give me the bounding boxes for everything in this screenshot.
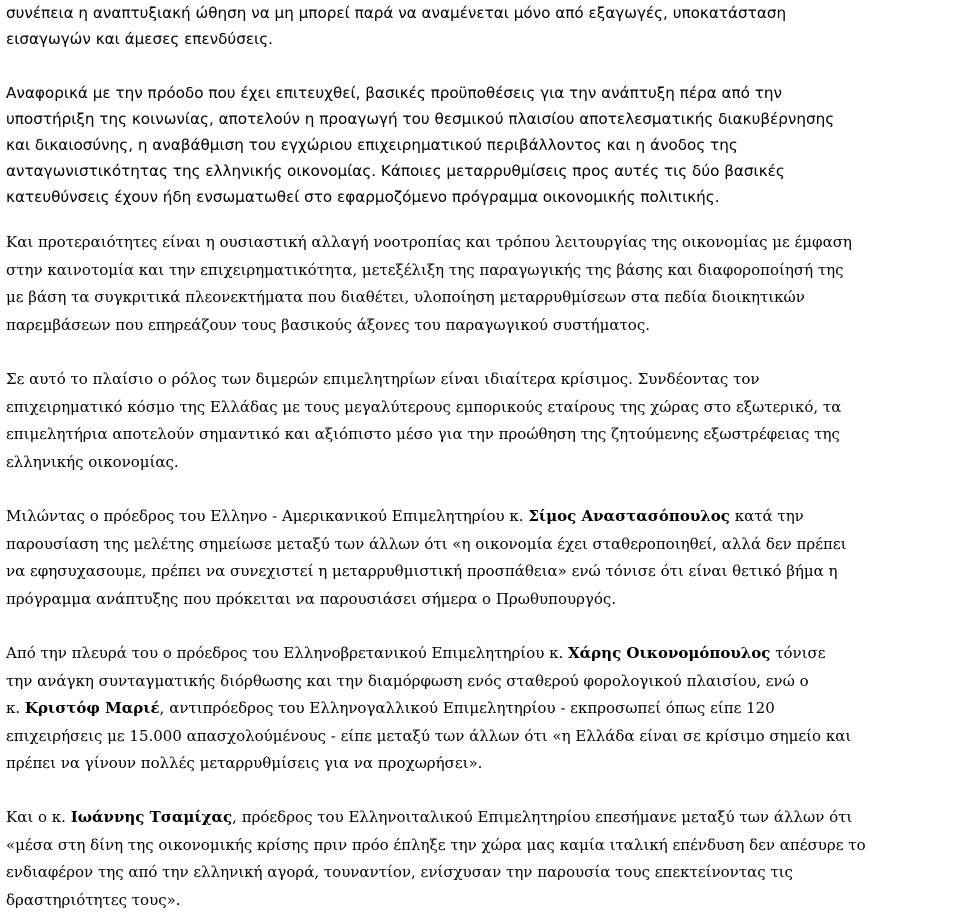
text-segment: κατά την — [729, 507, 804, 525]
text-line — [6, 503, 846, 531]
text-line: εισαγωγών και άμεσες επενδύσεις. — [6, 30, 273, 48]
person-name: Σίμος Αναστασόπουλος — [528, 507, 730, 525]
text-line: δραστηριότητες τους». — [6, 890, 181, 909]
paragraph-oikonomopoulos — [6, 640, 851, 778]
text-line: Και προτεραιότητες είναι η ουσιαστική αλλαγή νοοτροπίας και τρόπου λειτουργίας της οικονομίας με έμφαση — [6, 233, 852, 251]
text-line: υποστήριξη της κοινωνίας, αποτελούν η προαγωγή του θεσμικού πλαισίου αποτελεσματικής διακυβέρνησης — [6, 110, 835, 128]
text-line: ενδιαφέρον της από την ελληνική αγορά, τουναντίον, ενίσχυσαν την παρουσία τους επεκτείνοντας τις — [6, 863, 793, 882]
paragraph-progress — [6, 80, 834, 210]
text-line: την ανάγκη συνταγματικής διόρθωσης και την διαμόρφωση ενός σταθερού φορολογικού πλαισίου, ενώ ο — [6, 671, 809, 690]
paragraph-chambers-role — [6, 366, 841, 476]
text-line: παρουσίαση της μελέτης σημείωσε μεταξύ των άλλων ότι «η οικονομία έχει σταθεροποιηθεί, αλλά δεν πρέπει — [6, 534, 847, 553]
text-segment: Από την πλευρά του ο πρόεδρος του Ελληνοβρετανικού Επιμελητηρίου κ. — [6, 644, 568, 662]
paragraph-tsamichas — [6, 804, 866, 914]
text-line — [6, 804, 866, 832]
text-line: Σε αυτό το πλαίσιο ο ρόλος των διμερών επιμελητηρίων είναι ιδιαίτερα κρίσιμος. Συνδέοντας τον — [6, 370, 760, 388]
text-line: ελληνικής οικονομίας. — [6, 452, 179, 471]
text-line: και δικαιοσύνης, η αναβάθμιση του εγχώριου επιχειρηματικού περιβάλλοντος και η άνοδος της — [6, 136, 738, 154]
text-line: επιχειρηματικό κόσμο της Ελλάδας με τους μεγαλύτερους εμπορικούς εταίρους της χώρας στο εξωτερικό, τα — [6, 397, 842, 416]
text-segment: Μιλώντας ο πρόεδρος του Ελληνο - Αμερικανικού Επιμελητηρίου κ. — [6, 507, 529, 525]
text-line: να εφησυχασουμε, πρέπει να συνεχιστεί η μεταρρυθμιστική προσπάθεια» ενώ τόνισε ότι είναι θετικό βήμα η — [6, 562, 838, 581]
paragraph-intro-continuation — [6, 0, 786, 52]
text-line: παρεμβάσεων που επηρεάζουν τους βασικούς άξονες του παραγωγικού συστήματος. — [6, 315, 650, 334]
text-line — [6, 695, 851, 723]
text-line: ανταγωνιστικότητας της ελληνικής οικονομίας. Κάποιες μεταρρυθμίσεις προς αυτές τις δύο βασικές — [6, 162, 785, 180]
text-line: επιχειρήσεις με 15.000 απασχολούμένους - είπε μεταξύ των άλλων ότι «η Ελλάδα είναι σε κρίσιμο σημείο και — [6, 726, 852, 745]
text-line: με βάση τα συγκριτικά πλεονεκτήματα που διαθέτει, υλοποίηση μεταρρυθμίσεων στα πεδία διοικητικών — [6, 288, 805, 307]
paragraph-priorities — [6, 229, 852, 339]
text-segment: τόνισε — [770, 644, 826, 662]
text-line: στην καινοτομία και την επιχειρηματικότητα, μετεξέλιξη της παραγωγικής της βάσης και διαφοροποίησή της — [6, 260, 844, 279]
person-name: Ιωάννης Τσαμίχας — [70, 808, 233, 826]
paragraph-anastasopoulos — [6, 503, 846, 613]
person-name: Χάρης Οικονομόπουλος — [568, 644, 771, 662]
text-line: πρέπει να γίνουν πολλές μεταρρυθμίσεις για να προχωρήσει». — [6, 754, 483, 773]
text-line: Αναφορικά με την πρόοδο που έχει επιτευχθεί, βασικές προϋποθέσεις για την ανάπτυξη πέρα από την — [6, 84, 783, 102]
text-line: συνέπεια η αναπτυξιακή ώθηση να μη μπορεί παρά να αναμένεται μόνο από εξαγωγές, υποκατάσταση — [6, 4, 787, 22]
person-name: Κριστόφ Μαριέ — [24, 699, 160, 718]
text-segment: Και ο κ. — [6, 808, 71, 826]
text-segment: , αντιπρόεδρος του Ελληνογαλλικού Επιμελητηρίου - εκπροσωπεί όπως είπε 120 — [159, 699, 775, 718]
text-line: πρόγραμμα ανάπτυξης που πρόκειται να παρουσιάσει σήμερα ο Πρωθυπουργός. — [6, 589, 617, 608]
text-segment: , πρόεδρος του Ελληνοιταλικού Επιμελητηρίου επεσήμανε μεταξύ των άλλων ότι — [232, 808, 853, 826]
text-line: επιμελητήρια αποτελούν σημαντικό και αξιόπιστο μέσο για την προώθηση της ζητούμενης εξωστρέφειας της — [6, 425, 840, 444]
text-line: κατευθύνσεις έχουν ήδη ενσωματωθεί στο εφαρμοζόμενο πρόγραμμα οικονομικής πολιτικής. — [6, 188, 720, 206]
text-line: «μέσα στη δίνη της οικονομικής κρίσης πριν πρόο έπληξε την χώρα μας καμία ιταλική επένδυση δεν απέσυρε το — [6, 835, 866, 854]
text-line — [6, 640, 851, 668]
text-segment: κ. — [6, 699, 25, 718]
